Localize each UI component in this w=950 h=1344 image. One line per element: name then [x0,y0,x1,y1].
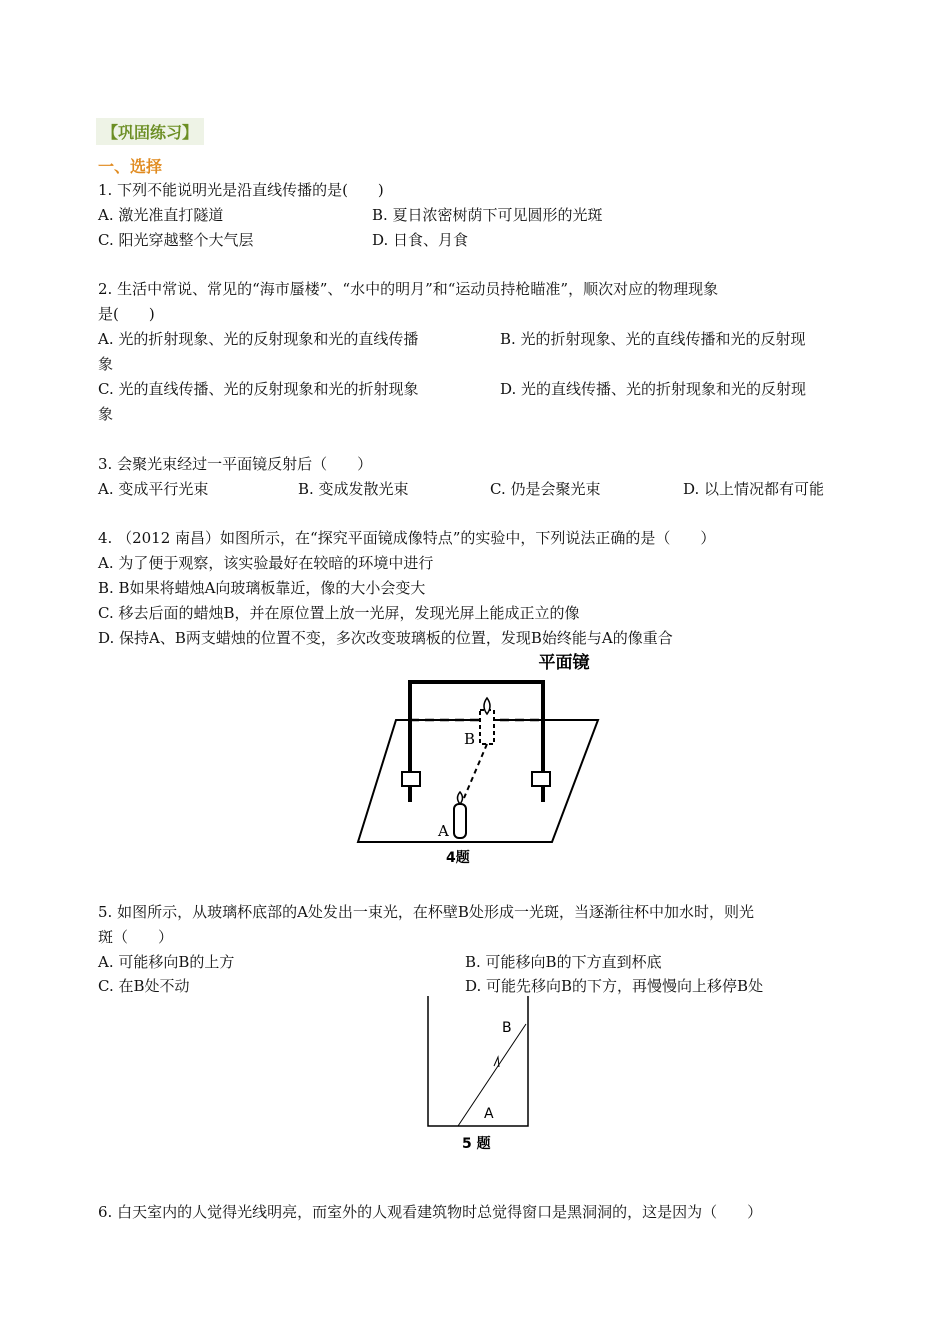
q1-option-c: C. 阳光穿越整个大气层 [98,231,254,249]
cup-outline [428,996,528,1126]
q5-option-c: C. 在B处不动 [98,977,190,995]
q5-option-a: A. 可能移向B的上方 [98,953,235,971]
glass-cup-figure [420,994,534,1156]
q1-option-a: A. 激光准直打隧道 [98,206,224,224]
plane-mirror-figure [352,648,602,868]
q5-option-b: B. 可能移向B的下方直到杯底 [465,953,662,971]
q3-option-d: D. 以上情况都有可能 [683,480,825,498]
q2-stem-line1: 2. 生活中常说、常见的“海市蜃楼”、“水中的明月”和“运动员持枪瞄准”，顺次对应的物理现象 [98,280,719,298]
left-stand [402,772,420,786]
exercise-tag: 【巩固练习】 [96,118,204,145]
q3-stem: 3. 会聚光束经过一平面镜反射后（ ） [98,455,373,473]
figure-caption: 5 题 [462,1136,491,1152]
candle-a-flame [458,792,463,804]
glass-plate-frame [410,682,543,802]
q4-option-b: B. B如果将蜡烛A向玻璃板靠近，像的大小会变大 [98,579,426,597]
q1-stem: 1. 下列不能说明光是沿直线传播的是( ) [98,181,384,199]
q5-stem-line1: 5. 如图所示，从玻璃杯底部的A处发出一束光，在杯壁B处形成一光斑，当逐渐往杯中加水时，则光 [98,903,754,921]
section-heading: 一、选择 [98,157,163,176]
q5-stem-line2: 斑（ ） [98,928,174,946]
candle-a [454,804,466,838]
q4-option-d: D. 保持A、B两支蜡烛的位置不变，多次改变玻璃板的位置，发现B始终能与A的像重合 [98,629,673,647]
q2-option-b-line1: B. 光的折射现象、光的直线传播和光的反射现 [500,330,806,348]
q2-option-a: A. 光的折射现象、光的反射现象和光的直线传播 [98,330,419,348]
label-a: A [484,1106,494,1122]
q2-option-c: C. 光的直线传播、光的反射现象和光的折射现象 [98,380,419,398]
label-b: B [502,1020,512,1036]
q6-stem: 6. 白天室内的人觉得光线明亮，而室外的人观看建筑物时总觉得窗口是黑洞洞的，这是因为（ ） [98,1203,763,1221]
right-stand [532,772,550,786]
q2-stem-line2: 是( ) [98,305,155,323]
q1-option-b: B. 夏日浓密树荫下可见圆形的光斑 [372,206,603,224]
label-b: B [464,730,476,748]
q1-option-d: D. 日食、月食 [372,231,469,249]
image-link [464,744,487,798]
q5-option-d: D. 可能先移向B的下方，再慢慢向上移停B处 [465,977,764,995]
q4-stem: 4. （2012 南昌）如图所示，在“探究平面镜成像特点”的实验中，下列说法正确的是（ ） [98,529,716,547]
q2-option-b-line2: 象 [98,355,114,373]
q2-option-d-line2: 象 [98,405,114,423]
table-plane [358,720,598,842]
figure-caption: 4题 [446,850,470,866]
q3-option-a: A. 变成平行光束 [98,480,209,498]
q4-option-c: C. 移去后面的蜡烛B，并在原位置上放一光屏，发现光屏上能成正立的像 [98,604,580,622]
q3-option-c: C. 仍是会聚光束 [490,480,601,498]
q4-option-a: A. 为了便于观察，该实验最好在较暗的环境中进行 [98,554,434,572]
q2-option-d-line1: D. 光的直线传播、光的折射现象和光的反射现 [500,380,807,398]
label-a: A [438,822,449,840]
figure-title: 平面镜 [538,653,590,673]
candle-b-flame [484,698,490,714]
q3-option-b: B. 变成发散光束 [298,480,409,498]
